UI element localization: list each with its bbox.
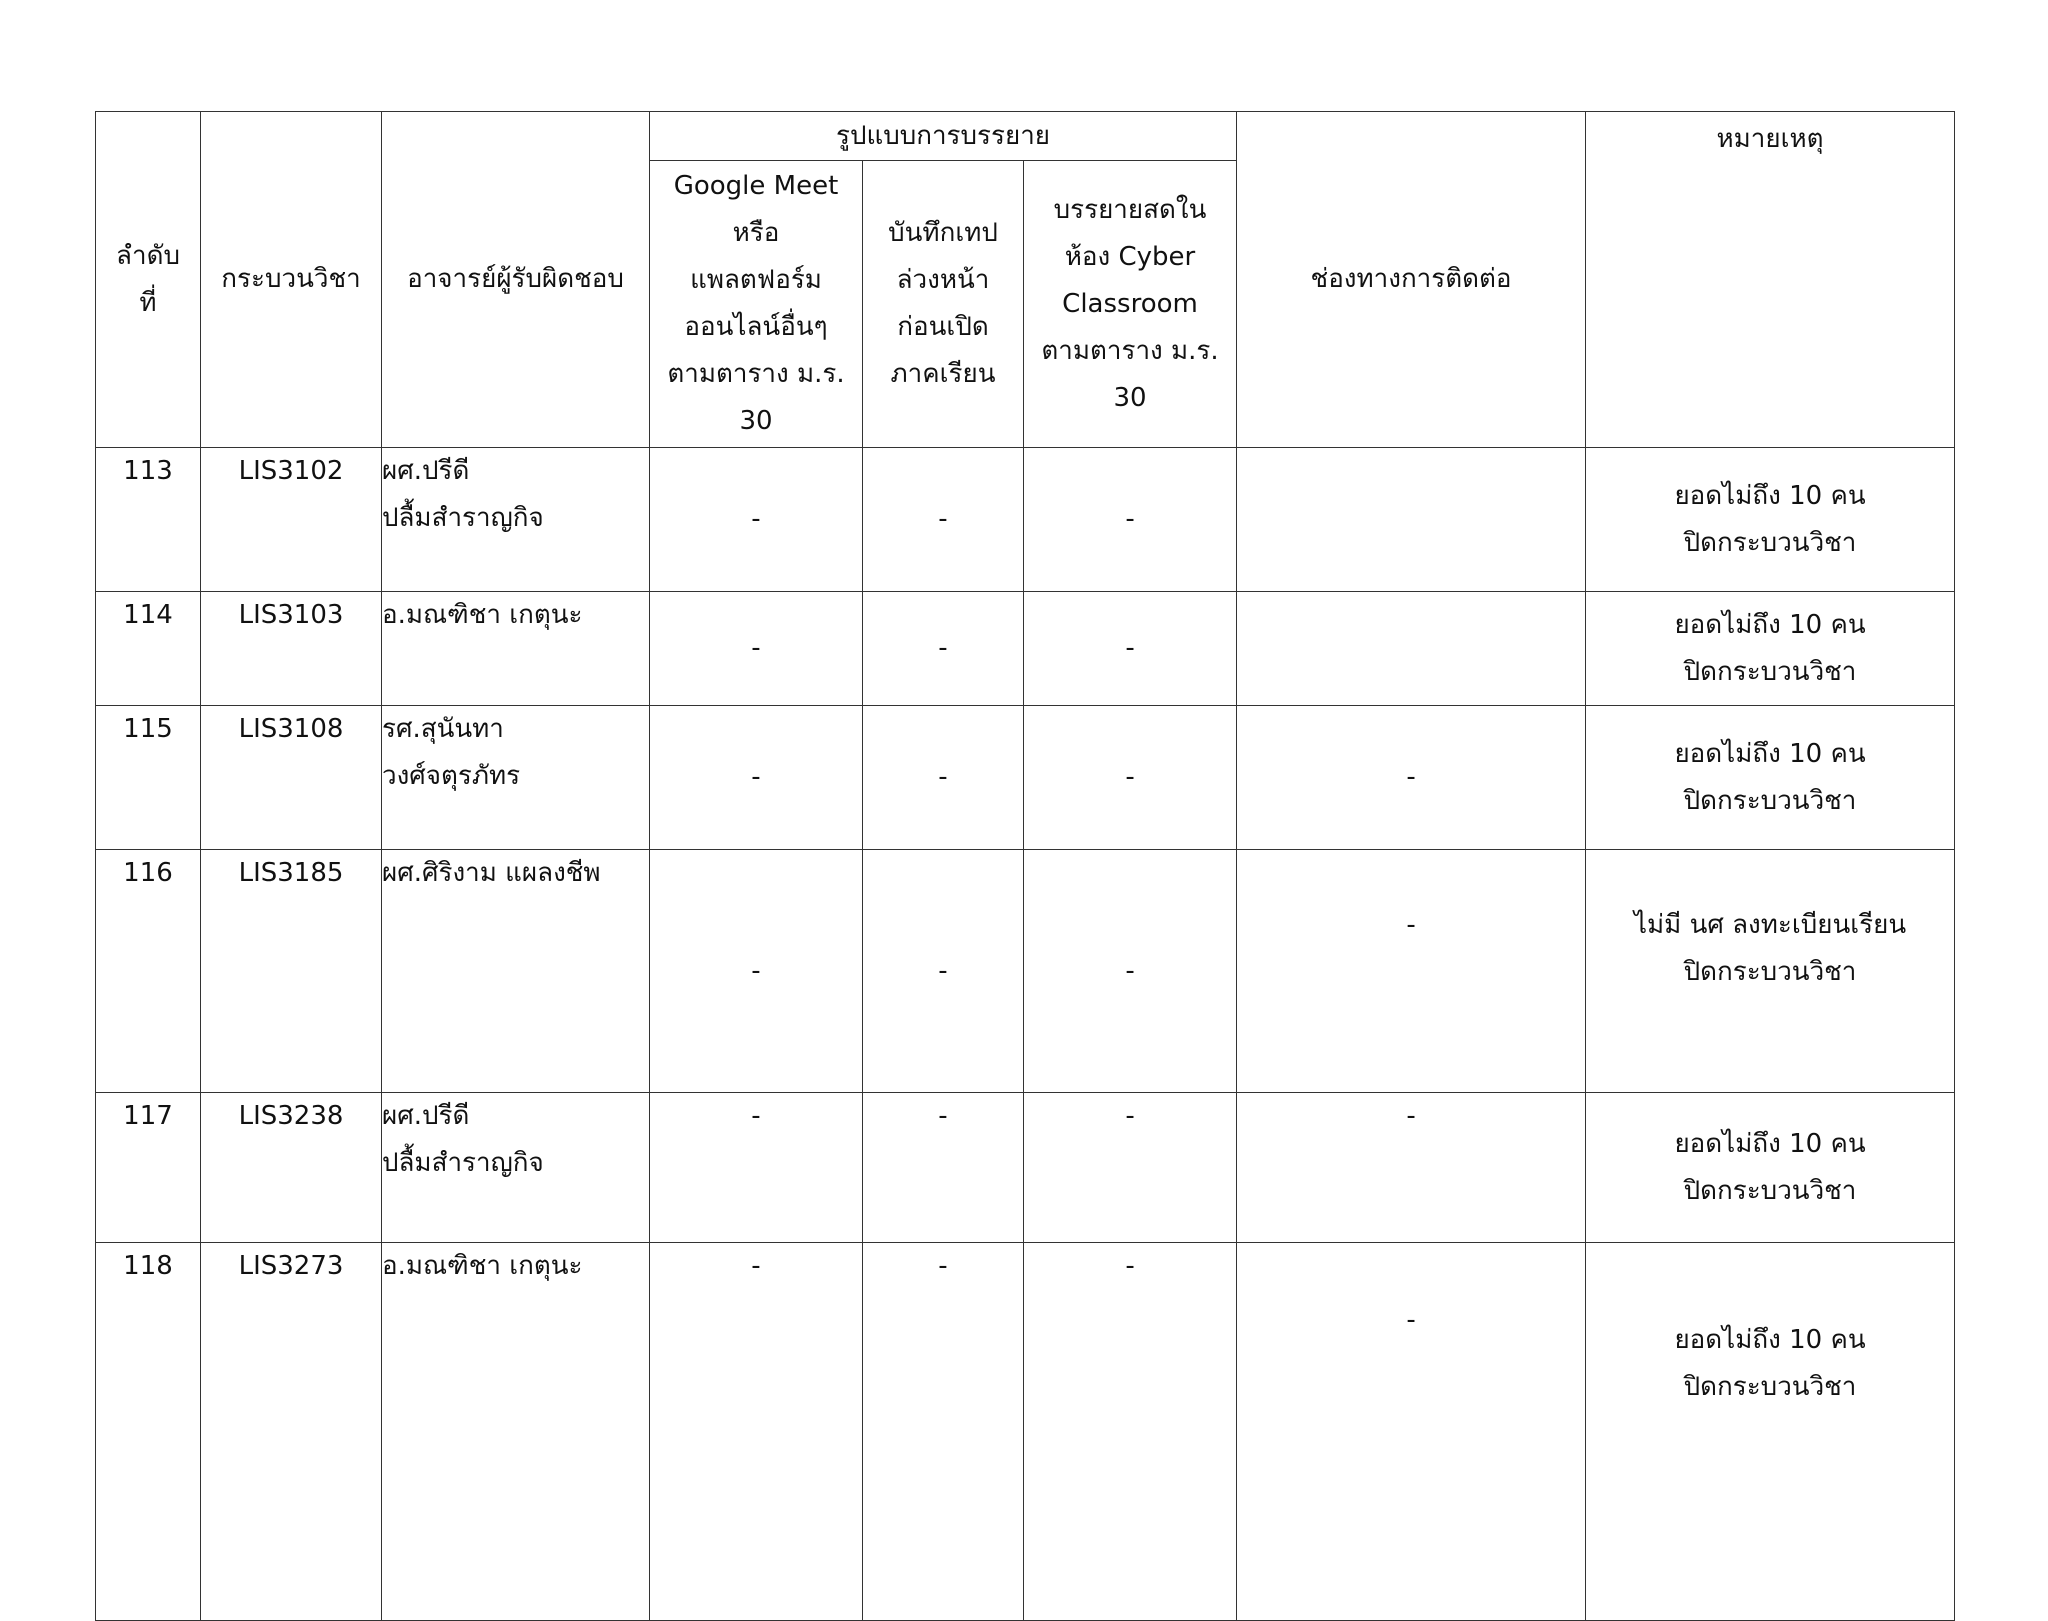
contact-cell: -	[1237, 706, 1586, 850]
live-cell: -	[1024, 850, 1237, 1093]
course-code: LIS3238	[201, 1093, 382, 1243]
remark-cell: ยอดไม่ถึง 10 คน ปิดกระบวนวิชา	[1586, 706, 1955, 850]
course-code: LIS3185	[201, 850, 382, 1093]
contact-cell: -	[1237, 1243, 1586, 1621]
recorded-cell: -	[863, 706, 1024, 850]
live-cell: -	[1024, 448, 1237, 592]
meet-cell: -	[650, 1243, 863, 1621]
header-remark: หมายเหตุ	[1586, 112, 1955, 448]
recorded-cell: -	[863, 448, 1024, 592]
remark-cell: ยอดไม่ถึง 10 คน ปิดกระบวนวิชา	[1586, 1243, 1955, 1621]
teacher-name: อ.มณฑิชา เกตุนะ	[382, 592, 650, 706]
teacher-name: อ.มณฑิชา เกตุนะ	[382, 1243, 650, 1621]
table-row	[96, 1243, 1955, 1621]
live-cell: -	[1024, 592, 1237, 706]
contact-cell: -	[1237, 1093, 1586, 1243]
meet-cell: -	[650, 592, 863, 706]
meet-cell: -	[650, 1093, 863, 1243]
course-code: LIS3108	[201, 706, 382, 850]
live-cell: -	[1024, 1093, 1237, 1243]
teacher-name: รศ.สุนันทา วงศ์จตุรภัทร	[382, 706, 650, 850]
teacher-name: ผศ.ปรีดี ปลื้มสำราญกิจ	[382, 448, 650, 592]
row-number: 113	[96, 448, 201, 592]
contact-cell	[1237, 448, 1586, 592]
meet-cell: -	[650, 448, 863, 592]
header-recorded: บันทึกเทป ล่วงหน้า ก่อนเปิด ภาคเรียน	[863, 161, 1024, 448]
teacher-name: ผศ.ปรีดี ปลื้มสำราญกิจ	[382, 1093, 650, 1243]
row-number: 114	[96, 592, 201, 706]
remark-cell: ยอดไม่ถึง 10 คน ปิดกระบวนวิชา	[1586, 592, 1955, 706]
course-code: LIS3102	[201, 448, 382, 592]
header-order: ลำดับ ที่	[96, 112, 201, 448]
contact-cell: -	[1237, 850, 1586, 1093]
row-number: 117	[96, 1093, 201, 1243]
course-code: LIS3273	[201, 1243, 382, 1621]
header-contact: ช่องทางการติดต่อ	[1237, 112, 1586, 448]
remark-cell: ยอดไม่ถึง 10 คน ปิดกระบวนวิชา	[1586, 1093, 1955, 1243]
table-row	[96, 592, 1955, 706]
contact-cell	[1237, 592, 1586, 706]
header-teacher: อาจารย์ผู้รับผิดชอบ	[382, 112, 650, 448]
recorded-cell: -	[863, 1243, 1024, 1621]
header-lecture-format: รูปแบบการบรรยาย	[650, 112, 1237, 161]
row-number: 118	[96, 1243, 201, 1621]
course-table	[95, 111, 1955, 1621]
table-row	[96, 850, 1955, 1093]
meet-cell: -	[650, 706, 863, 850]
course-code: LIS3103	[201, 592, 382, 706]
remark-cell: ไม่มี นศ ลงทะเบียนเรียน ปิดกระบวนวิชา	[1586, 850, 1955, 1093]
header-live-cyber: บรรยายสดใน ห้อง Cyber Classroom ตามตาราง ม.ร. 30	[1024, 161, 1237, 448]
row-number: 115	[96, 706, 201, 850]
recorded-cell: -	[863, 592, 1024, 706]
recorded-cell: -	[863, 1093, 1024, 1243]
header-google-meet: Google Meet หรือ แพลตฟอร์ม ออนไลน์อื่นๆ ตามตาราง ม.ร. 30	[650, 161, 863, 448]
header-course: กระบวนวิชา	[201, 112, 382, 448]
recorded-cell: -	[863, 850, 1024, 1093]
live-cell: -	[1024, 706, 1237, 850]
table-row	[96, 1093, 1955, 1243]
teacher-name: ผศ.ศิริงาม แผลงชีพ	[382, 850, 650, 1093]
row-number: 116	[96, 850, 201, 1093]
table-row	[96, 448, 1955, 592]
live-cell: -	[1024, 1243, 1237, 1621]
meet-cell: -	[650, 850, 863, 1093]
table-row	[96, 706, 1955, 850]
remark-cell: ยอดไม่ถึง 10 คน ปิดกระบวนวิชา	[1586, 448, 1955, 592]
